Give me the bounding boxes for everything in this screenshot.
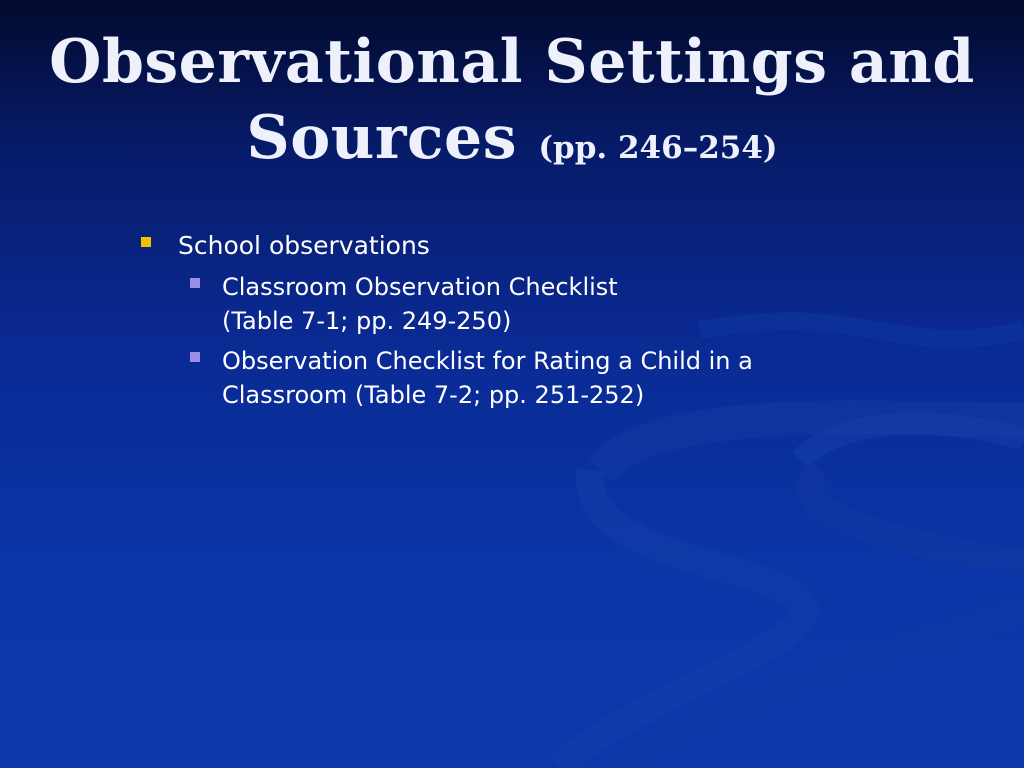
bullet-list — [138, 228, 838, 412]
bullet-text: School observations — [178, 231, 430, 260]
sub-bullet-item-classroom-checklist — [138, 270, 838, 338]
sub-bullet-text-line1: Classroom Observation Checklist — [222, 273, 618, 301]
square-sub-bullet-icon — [190, 278, 200, 288]
slide-title-line1: Observational Settings and — [49, 27, 975, 97]
slide-title — [0, 24, 1024, 186]
sub-bullet-text-line2: Classroom (Table 7-2; pp. 251-252) — [222, 381, 645, 409]
slide-title-line2 — [0, 100, 1024, 186]
square-bullet-icon — [141, 237, 151, 247]
square-sub-bullet-icon — [190, 352, 200, 362]
slide-title-pages: (pp. 246–254) — [538, 130, 778, 166]
sub-bullet-item-rating-checklist — [138, 344, 838, 412]
bullet-item-school-observations — [138, 228, 838, 264]
sub-bullet-text-line2: (Table 7-1; pp. 249-250) — [222, 307, 512, 335]
slide-title-sources: Sources — [246, 103, 517, 173]
sub-bullet-text-line1: Observation Checklist for Rating a Child in a — [222, 347, 753, 375]
